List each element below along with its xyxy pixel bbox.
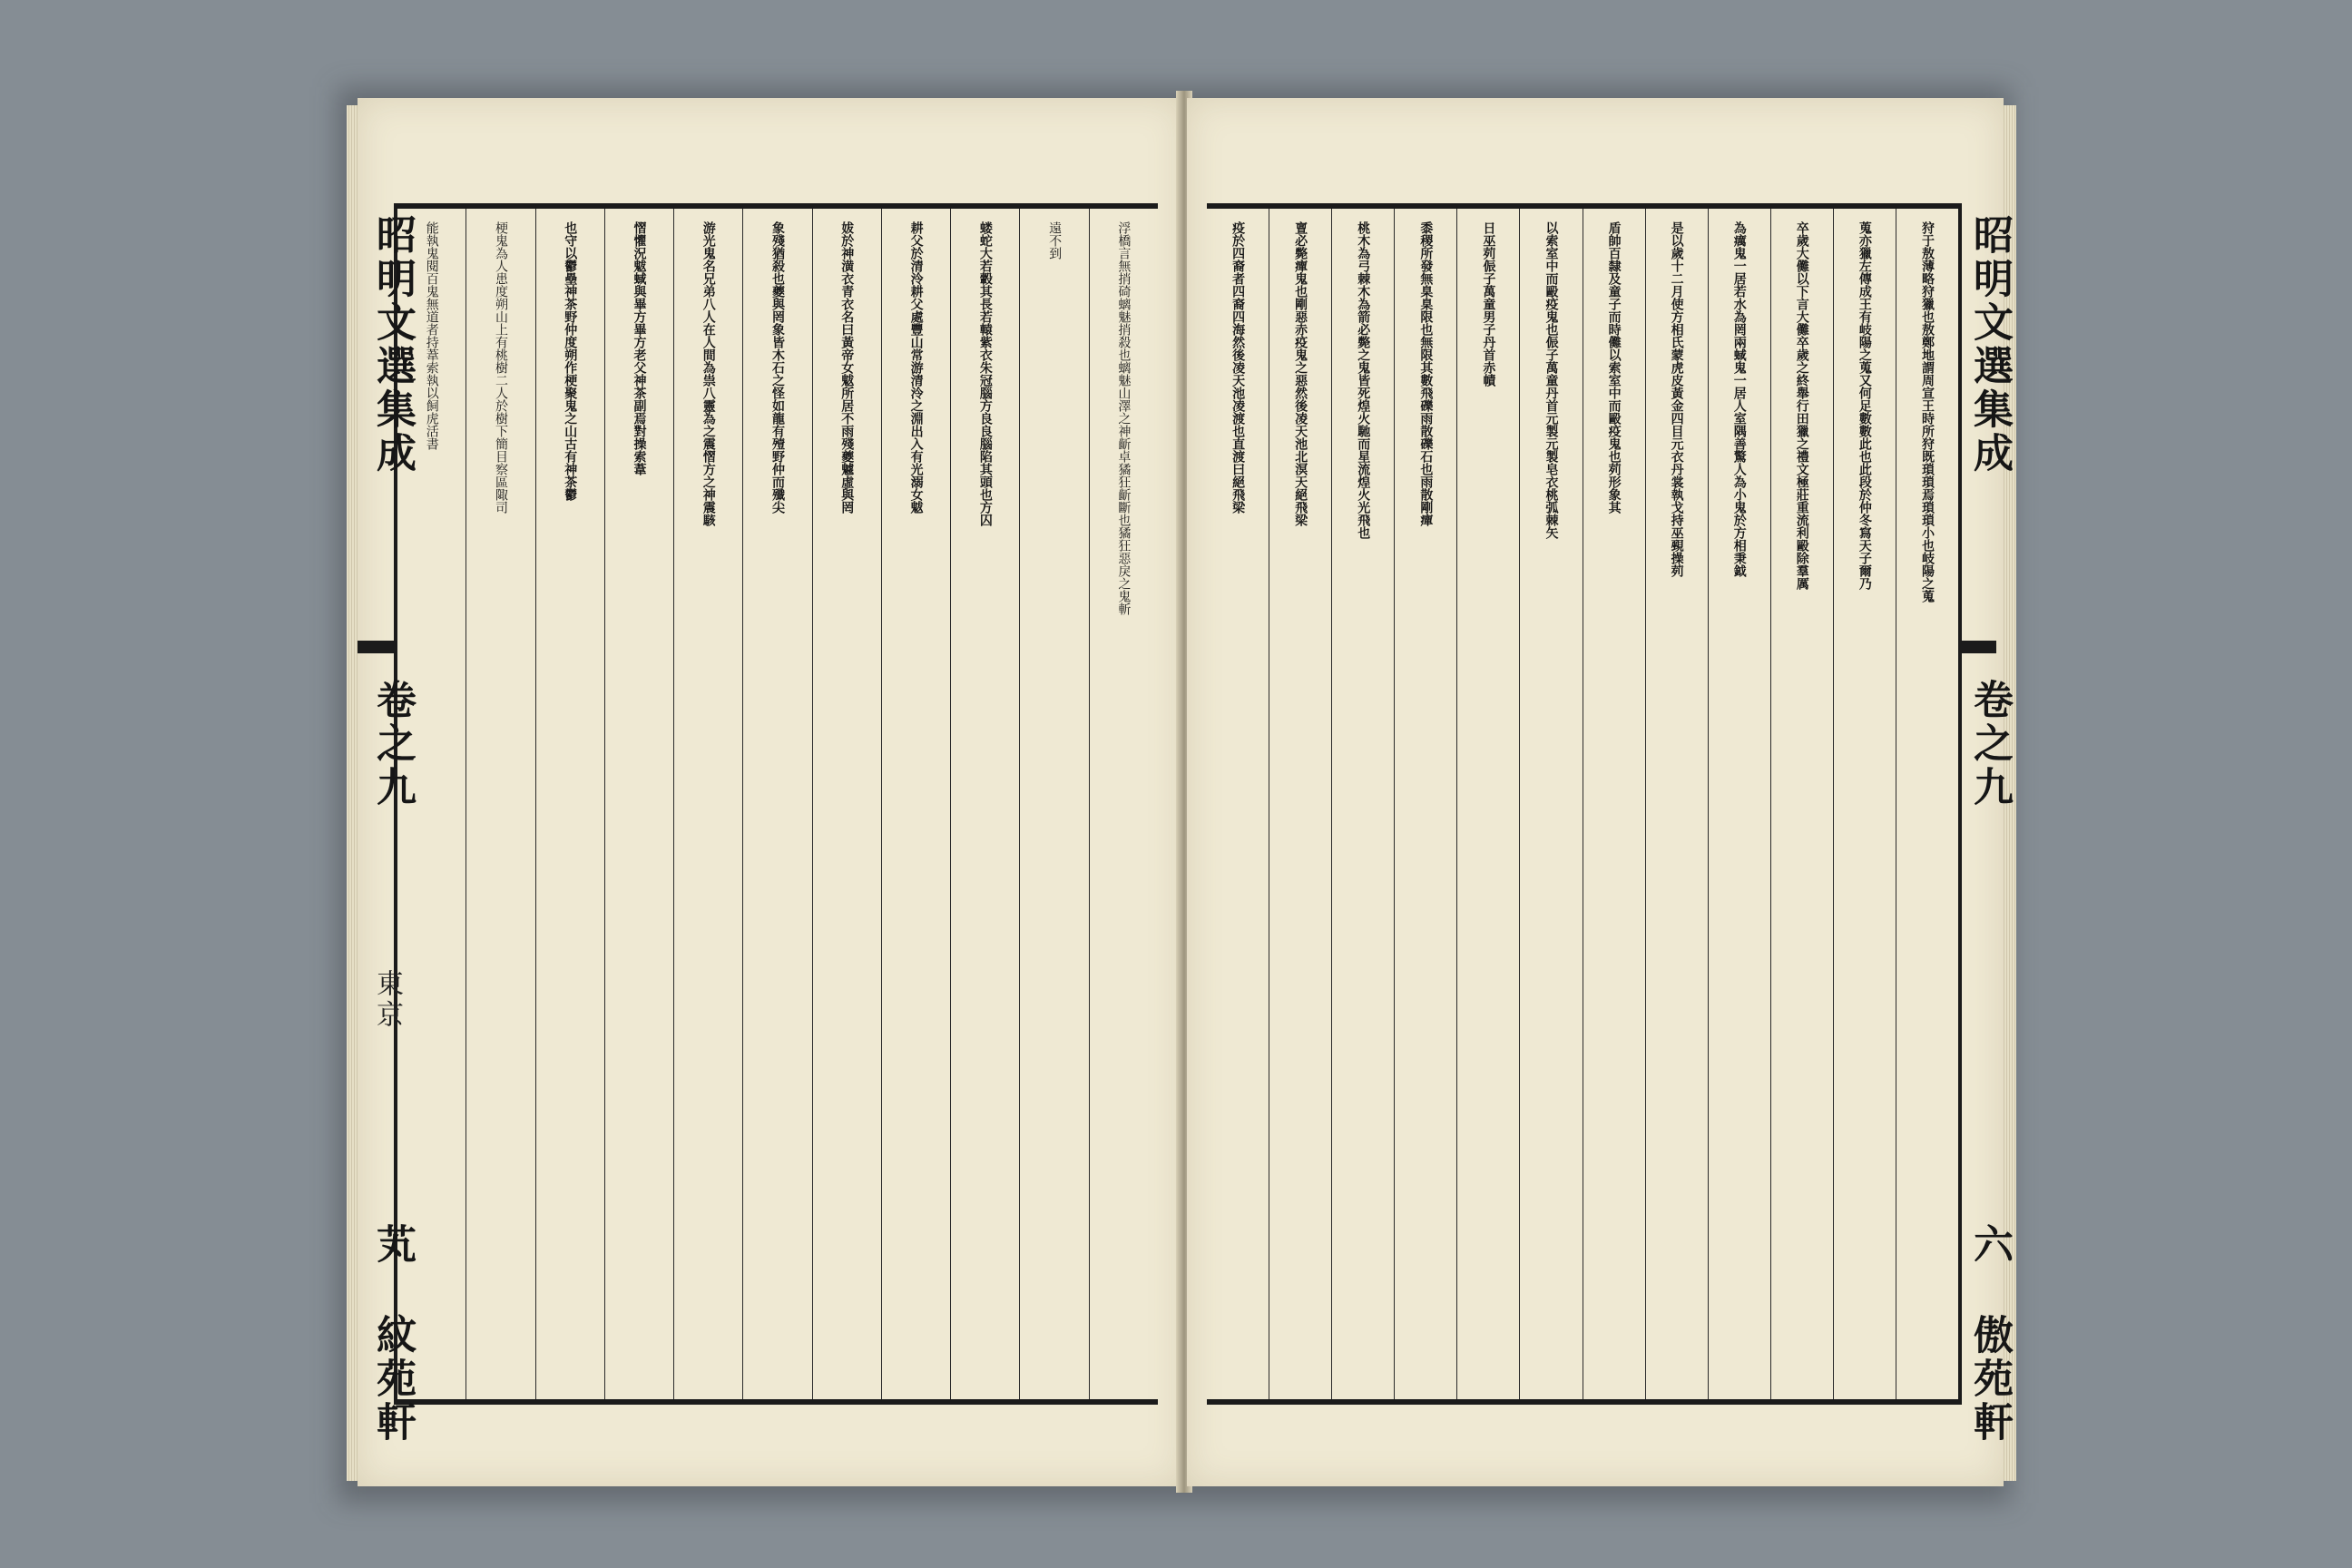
column-text: 卒歲大儺以下言大儺卒歲之終舉行田獵之禮文極莊重流利毆除羣厲 xyxy=(1794,221,1809,590)
text-column xyxy=(812,209,881,1399)
text-column xyxy=(950,209,1019,1399)
text-column xyxy=(1770,209,1833,1399)
column-text: 象殘猶殺也夔與罔象皆木石之怪如龍有殪野仲而殲尖 xyxy=(770,221,786,514)
column-text: 黍稷所發無臬臬限也無限其數飛礫雨散礫石也雨散剛癉 xyxy=(1418,221,1434,526)
left-fishtail xyxy=(358,641,394,653)
right-columns xyxy=(1207,209,1958,1399)
text-column xyxy=(604,209,673,1399)
text-column xyxy=(1583,209,1645,1399)
column-text: 亶必斃癉鬼也剛惡赤疫鬼之惡然後凌天池北溟天絕飛梁 xyxy=(1293,221,1308,526)
right-margin-title: 昭明文選集成 xyxy=(1966,214,2013,475)
column-text: 游光鬼名兄弟八人在人間為祟八靈為之震慴方之神震駭 xyxy=(701,221,716,526)
text-column xyxy=(742,209,811,1399)
right-text-frame xyxy=(1207,203,1962,1405)
right-margin-volume: 卷之九 xyxy=(1966,679,2013,809)
text-column xyxy=(673,209,742,1399)
text-column xyxy=(1645,209,1708,1399)
left-margin-leaf: 芄 xyxy=(369,1223,416,1267)
text-column xyxy=(1331,209,1394,1399)
left-page xyxy=(358,98,1183,1486)
text-column xyxy=(1519,209,1582,1399)
column-text: 蒐亦獵左傳成王有岐陽之蒐又何足數數此也此段於仲冬寫天子爾乃 xyxy=(1857,221,1872,590)
text-column xyxy=(1708,209,1770,1399)
column-text: 妭於神潢衣青衣名曰黃帝女魃所居不雨殘夔魖虛與罔 xyxy=(839,221,855,514)
text-column xyxy=(1394,209,1456,1399)
left-margin-section: 東京 xyxy=(371,969,403,1031)
left-margin-title: 昭明文選集成 xyxy=(369,214,416,475)
column-text: 梗鬼為人患度朔山上有桃樹二人於樹下簡目察區陬司 xyxy=(493,221,508,514)
text-column xyxy=(1207,209,1269,1399)
text-column xyxy=(1269,209,1331,1399)
column-text: 為癘鬼一居若水為罔兩蜮鬼一居人室隅善驚人為小鬼於方相秉鉞 xyxy=(1731,221,1747,577)
column-text: 也守以鬱壘神茶野仲度朔作梗聚鬼之山古有神茶鬱 xyxy=(563,221,578,501)
column-text: 慴懼況魃蜮與畢方畢方老父神茶副焉對操索葦 xyxy=(632,221,647,475)
column-text: 盾帥百隸及童子而時儺以索室中而毆疫鬼也茢形象其 xyxy=(1606,221,1622,514)
column-text: 蝼蛇大若轂其長若轅紫衣朱冠腦方良良腦陷其頭也方囚 xyxy=(977,221,993,526)
text-column xyxy=(1833,209,1896,1399)
column-text: 疫於四裔者四裔四海然後凌天池凌渡也直渡曰絕飛梁 xyxy=(1230,221,1246,514)
right-fishtail xyxy=(1960,641,1996,653)
left-columns xyxy=(397,209,1158,1399)
right-margin-publisher: 傲苑軒 xyxy=(1966,1314,2013,1445)
left-text-frame xyxy=(394,203,1158,1405)
column-text: 耕父於清泠耕父處豐山常游清泠之淵出入有光溺女魃 xyxy=(908,221,924,514)
column-text: 能執鬼閱百鬼無道者持葦索執以飼虎活書 xyxy=(424,221,439,450)
column-text: 桃木為弓棘木為箭必斃之鬼皆死煌火馳而星流煌火光飛也 xyxy=(1356,221,1371,539)
column-text: 以索室中而毆疫鬼也侲子萬童丹首元製元製皂衣桃弧棘矢 xyxy=(1544,221,1559,539)
column-text: 是以歲十二月使方相氏蒙虎皮黃金四目元衣丹裳執戈持巫覡操茢 xyxy=(1669,221,1684,577)
column-text: 狩于敖薄略狩獵也敖鄭地謂周宣王時所狩既瑣瑣焉瑣瑣小也岐陽之蒐 xyxy=(1919,221,1935,603)
text-column xyxy=(1089,209,1158,1399)
column-text: 遠不到 xyxy=(1047,221,1063,260)
right-margin-leaf: 六 xyxy=(1966,1223,2013,1267)
left-margin-publisher: 紋苑軒 xyxy=(369,1314,416,1445)
column-text: 日巫茢侲子萬童男子丹首赤幘 xyxy=(1481,221,1496,387)
text-column xyxy=(881,209,950,1399)
right-page xyxy=(1187,98,2013,1486)
text-column xyxy=(466,209,534,1399)
text-column xyxy=(535,209,604,1399)
text-column xyxy=(1896,209,1958,1399)
text-column xyxy=(1019,209,1088,1399)
left-margin-volume: 卷之九 xyxy=(369,679,416,809)
column-text: 浮橋言無捎碕螭魅捎殺也螭魅山澤之神齗卓獝狂齗斷也獝狂惡戾之鬼斬 xyxy=(1116,221,1132,615)
text-column xyxy=(1456,209,1519,1399)
